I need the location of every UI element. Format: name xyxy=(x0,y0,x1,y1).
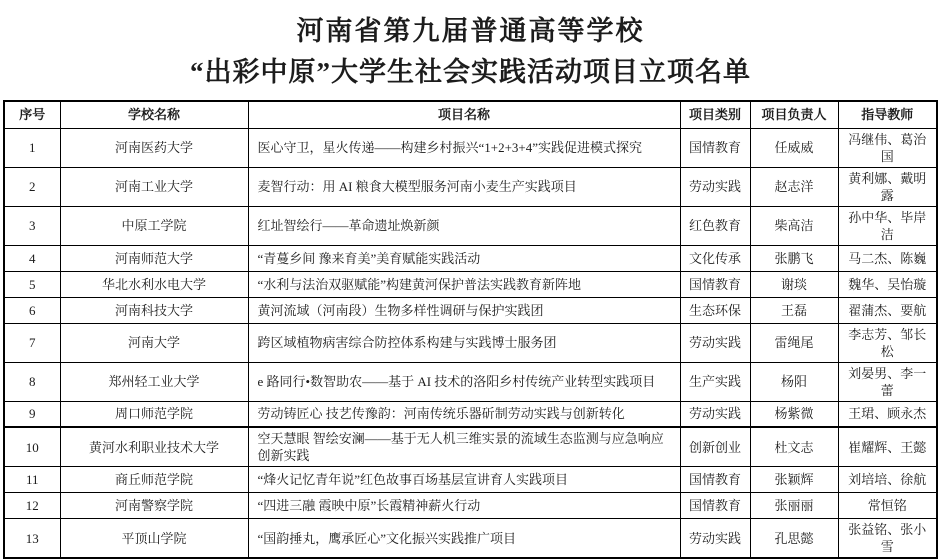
table-row xyxy=(4,128,937,167)
cell-project-category: 红色教育 xyxy=(680,206,750,245)
cell-serial-number: 7 xyxy=(4,323,60,362)
cell-project-category: 国情教育 xyxy=(680,271,750,297)
table-header-row xyxy=(4,101,937,128)
cell-school-name: 河南大学 xyxy=(60,323,248,362)
cell-project-category: 文化传承 xyxy=(680,245,750,271)
cell-project-leader: 任威威 xyxy=(750,128,838,167)
cell-serial-number: 8 xyxy=(4,362,60,401)
cell-project-category: 创新创业 xyxy=(680,427,750,467)
cell-project-category: 劳动实践 xyxy=(680,519,750,559)
cell-project-name: “水利与法治双驱赋能”构建黄河保护普法实践教育新阵地 xyxy=(248,271,680,297)
header-project-leader: 项目负责人 xyxy=(750,101,838,128)
table-row xyxy=(4,401,937,427)
cell-project-name: “青蔓乡间 豫来育美”美育赋能实践活动 xyxy=(248,245,680,271)
cell-serial-number: 5 xyxy=(4,271,60,297)
table-row xyxy=(4,427,937,467)
cell-advisors: 黄利娜、戴明露 xyxy=(838,167,937,206)
title-line-1: 河南省第九届普通高等学校 xyxy=(296,16,645,46)
cell-advisors: 王珺、顾永杰 xyxy=(838,401,937,427)
table-row xyxy=(4,519,937,559)
cell-serial-number: 12 xyxy=(4,493,60,519)
cell-project-name: e 路同行•数智助农——基于 AI 技术的洛阳乡村传统产业转型实践项目 xyxy=(248,362,680,401)
cell-school-name: 河南科技大学 xyxy=(60,297,248,323)
header-school-name: 学校名称 xyxy=(60,101,248,128)
table-row xyxy=(4,297,937,323)
cell-project-name: 黄河流域（河南段）生物多样性调研与保护实践团 xyxy=(248,297,680,323)
cell-project-name: 劳动铸匠心 技艺传豫韵：河南传统乐器斫制劳动实践与创新转化 xyxy=(248,401,680,427)
cell-project-leader: 谢琰 xyxy=(750,271,838,297)
cell-advisors: 翟蒲杰、要航 xyxy=(838,297,937,323)
cell-project-category: 劳动实践 xyxy=(680,167,750,206)
cell-project-name: “烽火记忆青年说”红色故事百场基层宣讲育人实践项目 xyxy=(248,467,680,493)
cell-school-name: 河南医药大学 xyxy=(60,128,248,167)
cell-project-leader: 柴高洁 xyxy=(750,206,838,245)
cell-serial-number: 4 xyxy=(4,245,60,271)
cell-school-name: 商丘师范学院 xyxy=(60,467,248,493)
cell-project-leader: 张丽丽 xyxy=(750,493,838,519)
table-row xyxy=(4,245,937,271)
title-line-2: “出彩中原”大学生社会实践活动项目立项名单 xyxy=(190,57,751,87)
cell-advisors: 李志芳、邹长松 xyxy=(838,323,937,362)
cell-serial-number: 2 xyxy=(4,167,60,206)
cell-serial-number: 13 xyxy=(4,519,60,559)
cell-project-leader: 杜文志 xyxy=(750,427,838,467)
cell-school-name: 华北水利水电大学 xyxy=(60,271,248,297)
cell-project-leader: 雷绳尾 xyxy=(750,323,838,362)
cell-serial-number: 3 xyxy=(4,206,60,245)
cell-advisors: 魏华、吴怡璇 xyxy=(838,271,937,297)
cell-serial-number: 6 xyxy=(4,297,60,323)
cell-advisors: 马二杰、陈巍 xyxy=(838,245,937,271)
cell-project-name: “国韵捶丸，鹰承匠心”文化振兴实践推广项目 xyxy=(248,519,680,559)
cell-project-category: 国情教育 xyxy=(680,128,750,167)
cell-school-name: 河南工业大学 xyxy=(60,167,248,206)
cell-advisors: 张益铭、张小雪 xyxy=(838,519,937,559)
cell-serial-number: 9 xyxy=(4,401,60,427)
header-project-name: 项目名称 xyxy=(248,101,680,128)
cell-project-leader: 孔思懿 xyxy=(750,519,838,559)
table-row xyxy=(4,493,937,519)
cell-project-category: 国情教育 xyxy=(680,493,750,519)
cell-advisors: 孙中华、毕岸洁 xyxy=(838,206,937,245)
cell-project-leader: 张鹏飞 xyxy=(750,245,838,271)
header-advisors: 指导教师 xyxy=(838,101,937,128)
cell-school-name: 郑州轻工业大学 xyxy=(60,362,248,401)
cell-advisors: 冯继伟、葛治国 xyxy=(838,128,937,167)
table-row xyxy=(4,167,937,206)
cell-advisors: 崔耀辉、王懿 xyxy=(838,427,937,467)
table-body xyxy=(4,128,937,558)
cell-advisors: 刘晏男、李一蕾 xyxy=(838,362,937,401)
cell-project-leader: 杨阳 xyxy=(750,362,838,401)
cell-serial-number: 10 xyxy=(4,427,60,467)
table-row xyxy=(4,362,937,401)
cell-project-category: 生态环保 xyxy=(680,297,750,323)
cell-school-name: 河南师范大学 xyxy=(60,245,248,271)
cell-project-leader: 王磊 xyxy=(750,297,838,323)
cell-project-name: 医心守卫，星火传递——构建乡村振兴“1+2+3+4”实践促进模式探究 xyxy=(248,128,680,167)
table-row xyxy=(4,206,937,245)
cell-school-name: 平顶山学院 xyxy=(60,519,248,559)
cell-project-category: 国情教育 xyxy=(680,467,750,493)
cell-serial-number: 11 xyxy=(4,467,60,493)
cell-advisors: 常恒铭 xyxy=(838,493,937,519)
cell-project-name: 红址智绘行——革命遗址焕新颜 xyxy=(248,206,680,245)
cell-project-category: 生产实践 xyxy=(680,362,750,401)
header-serial-number: 序号 xyxy=(4,101,60,128)
cell-project-name: 空天慧眼 智绘安澜——基于无人机三维实景的流域生态监测与应急响应创新实践 xyxy=(248,427,680,467)
cell-project-name: “四进三融 霞映中原”长霞精神薪火行动 xyxy=(248,493,680,519)
cell-project-name: 跨区域植物病害综合防控体系构建与实践博士服务团 xyxy=(248,323,680,362)
cell-school-name: 河南警察学院 xyxy=(60,493,248,519)
project-approval-table xyxy=(3,100,938,559)
cell-school-name: 黄河水利职业技术大学 xyxy=(60,427,248,467)
table-row xyxy=(4,271,937,297)
cell-project-leader: 赵志洋 xyxy=(750,167,838,206)
header-project-category: 项目类别 xyxy=(680,101,750,128)
cell-project-leader: 杨紫微 xyxy=(750,401,838,427)
table-row xyxy=(4,323,937,362)
cell-project-name: 麦智行动：用 AI 粮食大模型服务河南小麦生产实践项目 xyxy=(248,167,680,206)
cell-project-leader: 张颖辉 xyxy=(750,467,838,493)
cell-school-name: 中原工学院 xyxy=(60,206,248,245)
cell-advisors: 刘培培、徐航 xyxy=(838,467,937,493)
table-row xyxy=(4,467,937,493)
cell-school-name: 周口师范学院 xyxy=(60,401,248,427)
cell-serial-number: 1 xyxy=(4,128,60,167)
cell-project-category: 劳动实践 xyxy=(680,401,750,427)
cell-project-category: 劳动实践 xyxy=(680,323,750,362)
document-title xyxy=(0,0,941,94)
